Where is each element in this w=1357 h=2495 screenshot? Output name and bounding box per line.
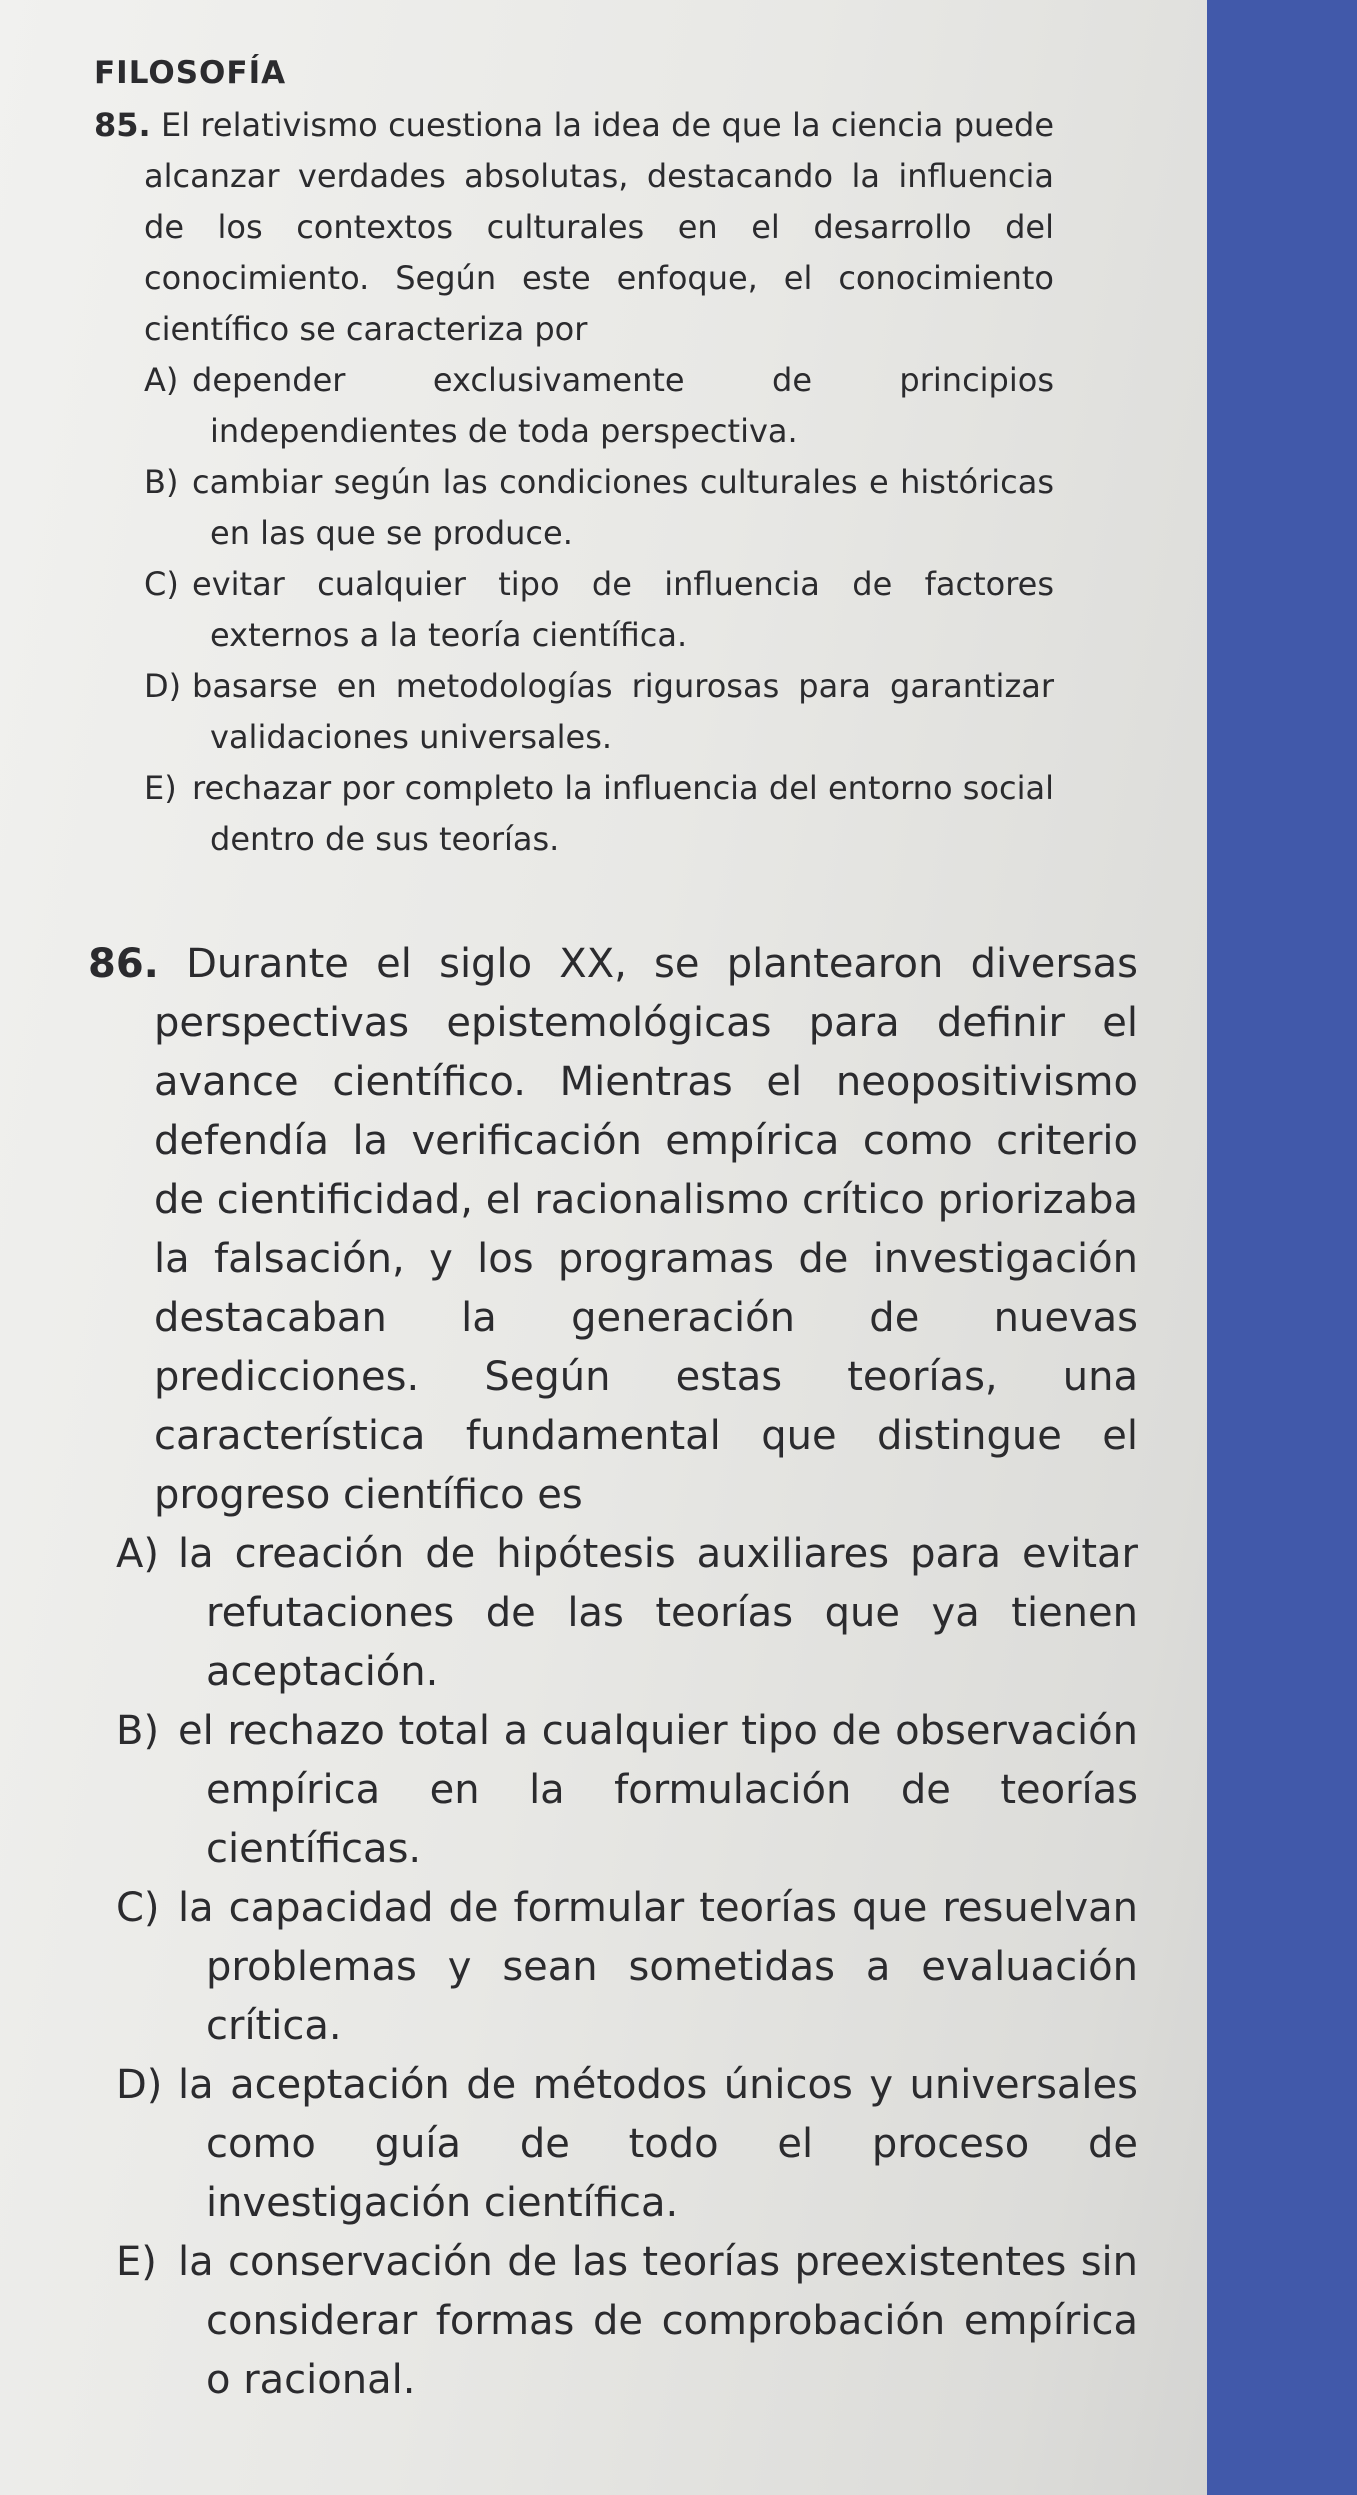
option-d [144, 661, 1054, 763]
question-number: 86. [88, 941, 159, 987]
option-text: la aceptación de métodos únicos y universales como guía de todo el proceso de investigación científica. [178, 2062, 1138, 2226]
option-letter: D) [116, 2062, 163, 2108]
option-text: basarse en metodologías rigurosas para garantizar validaciones universales. [192, 667, 1054, 756]
option-text: la creación de hipótesis auxiliares para evitar refutaciones de las teorías que ya tienen aceptación. [178, 1531, 1138, 1695]
blue-cover-edge [1207, 0, 1357, 2495]
option-text: el rechazo total a cualquier tipo de observación empírica en la formulación de teorías científicas. [178, 1708, 1138, 1872]
option-letter: B) [144, 463, 179, 501]
question-86 [88, 935, 1138, 2410]
option-a [116, 1525, 1138, 1702]
question-86-stem [88, 935, 1138, 1525]
option-b [144, 457, 1054, 559]
option-letter: B) [116, 1708, 160, 1754]
option-letter: E) [144, 769, 177, 807]
option-b [116, 1702, 1138, 1879]
option-a [144, 355, 1054, 457]
option-letter: C) [144, 565, 179, 603]
option-letter: A) [144, 361, 179, 399]
question-text: Durante el siglo XX, se plantearon diversas perspectivas epistemológicas para definir el avance científico. Mientras el neopositivismo defendía la verificación empírica como criterio de cientificidad, el racionalismo crítico priorizaba la falsación, y los programas de investigación destacaban la generación de nuevas predicciones. Según estas teorías, una característica fundamental que distingue el progreso científico es [154, 941, 1139, 1518]
question-85 [94, 100, 1054, 865]
option-letter: E) [116, 2239, 157, 2285]
question-number: 85. [94, 106, 151, 144]
option-e [116, 2233, 1138, 2410]
option-text: rechazar por completo la influencia del entorno social dentro de sus teorías. [192, 769, 1054, 858]
option-text: cambiar según las condiciones culturales e históricas en las que se produce. [192, 463, 1054, 552]
option-c [116, 1879, 1138, 2056]
option-text: la capacidad de formular teorías que resuelvan problemas y sean sometidas a evaluación crítica. [178, 1885, 1138, 2049]
question-85-stem [94, 100, 1054, 355]
option-text: la conservación de las teorías preexistentes sin considerar formas de comprobación empírica o racional. [178, 2239, 1138, 2403]
option-letter: A) [116, 1531, 159, 1577]
option-text: depender exclusivamente de principios independientes de toda perspectiva. [192, 361, 1054, 450]
option-text: evitar cualquier tipo de influencia de factores externos a la teoría científica. [192, 565, 1054, 654]
subject-heading: FILOSOFÍA [94, 55, 287, 91]
option-d [116, 2056, 1138, 2233]
option-c [144, 559, 1054, 661]
question-text: El relativismo cuestiona la idea de que la ciencia puede alcanzar verdades absolutas, destacando la influencia de los contextos culturales en el desarrollo del conocimiento. Según este enfoque, el conocimiento científico se caracteriza por [144, 106, 1054, 348]
option-letter: C) [116, 1885, 160, 1931]
option-e [144, 763, 1054, 865]
option-letter: D) [144, 667, 182, 705]
